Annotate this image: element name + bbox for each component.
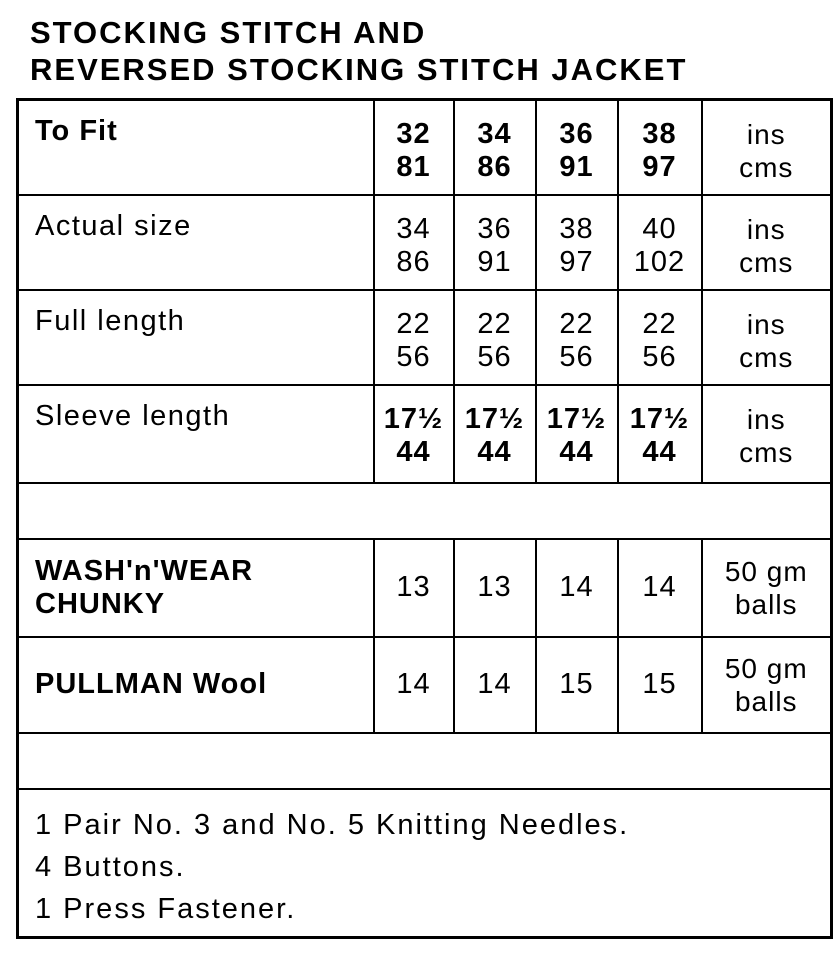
size-cell (454, 290, 536, 385)
value-cms: 56 (477, 340, 512, 373)
yarn-unit-line-2: balls (734, 588, 798, 620)
measurement-row (18, 290, 832, 385)
value-ins: 17½ (629, 402, 690, 435)
value-ins: 36 (477, 212, 512, 245)
value-cms: 102 (633, 245, 686, 278)
unit-cell (702, 100, 832, 195)
yarn-label (18, 637, 374, 733)
size-cell (374, 100, 454, 195)
value-ins: 38 (642, 118, 677, 150)
value-ins: 17½ (383, 402, 444, 435)
size-cell (374, 290, 454, 385)
unit-cms: cms (739, 341, 794, 373)
yarn-unit (702, 637, 832, 733)
size-cell (536, 195, 618, 290)
blank-cell (18, 733, 832, 789)
spacer-row (18, 733, 832, 789)
size-cell (536, 290, 618, 385)
value-cms: 44 (559, 435, 594, 468)
unit-cell (702, 385, 832, 483)
value-ins: 22 (396, 307, 431, 340)
measurement-row (18, 100, 832, 195)
value-cms: 86 (477, 151, 512, 183)
value-ins: 22 (477, 307, 512, 340)
ball-count: 13 (374, 539, 454, 637)
value-cms: 44 (477, 435, 512, 468)
requirement-item: 4 Buttons. (35, 850, 186, 883)
blank-cell (18, 483, 832, 539)
unit-ins: ins (746, 403, 786, 435)
value-cms: 56 (396, 340, 431, 373)
measurement-label: Actual size (18, 195, 374, 290)
unit-ins: ins (746, 213, 786, 245)
value-cms: 97 (642, 151, 677, 183)
requirements-cell (18, 789, 832, 938)
value-cms: 91 (477, 245, 512, 278)
yarn-unit-line-1: 50 gm (724, 652, 808, 684)
ball-count: 13 (454, 539, 536, 637)
measurement-label: Full length (18, 290, 374, 385)
value-ins: 40 (642, 212, 677, 245)
value-ins: 17½ (546, 402, 607, 435)
value-ins: 32 (396, 118, 431, 150)
size-cell (454, 195, 536, 290)
value-ins: 36 (559, 118, 594, 150)
value-cms: 44 (642, 435, 677, 468)
unit-cell (702, 195, 832, 290)
value-ins: 38 (559, 212, 594, 245)
yarn-unit-line-2: balls (734, 685, 798, 717)
spacer-row (18, 483, 832, 539)
yarn-row (18, 539, 832, 637)
yarn-unit (702, 539, 832, 637)
value-cms: 44 (396, 435, 431, 468)
size-cell (374, 385, 454, 483)
size-cell (454, 385, 536, 483)
unit-cms: cms (739, 152, 794, 183)
ball-count: 14 (536, 539, 618, 637)
size-cell (618, 195, 702, 290)
size-cell (536, 385, 618, 483)
page-title (30, 14, 820, 88)
ball-count: 15 (536, 637, 618, 733)
title-line-2: REVERSED STOCKING STITCH JACKET (30, 52, 688, 87)
ball-count: 15 (618, 637, 702, 733)
requirements-row (18, 789, 832, 938)
unit-ins: ins (746, 119, 786, 150)
size-cell (536, 100, 618, 195)
unit-cms: cms (739, 246, 794, 278)
size-table (16, 98, 833, 939)
unit-ins: ins (746, 308, 786, 340)
measurement-row (18, 195, 832, 290)
requirement-item: 1 Press Fastener. (35, 892, 297, 925)
ball-count: 14 (454, 637, 536, 733)
value-ins: 22 (559, 307, 594, 340)
value-cms: 56 (559, 340, 594, 373)
measurement-label: To Fit (18, 100, 374, 195)
size-cell (618, 290, 702, 385)
value-ins: 34 (396, 212, 431, 245)
ball-count: 14 (374, 637, 454, 733)
yarn-label-line-2: CHUNKY (35, 587, 166, 620)
value-cms: 56 (642, 340, 677, 373)
unit-cms: cms (739, 436, 794, 468)
value-ins: 34 (477, 118, 512, 150)
yarn-label-line-1: WASH'n'WEAR (35, 554, 254, 587)
yarn-label (18, 539, 374, 637)
unit-cell (702, 290, 832, 385)
yarn-unit-line-1: 50 gm (724, 555, 808, 587)
value-ins: 22 (642, 307, 677, 340)
size-cell (618, 385, 702, 483)
requirement-item: 1 Pair No. 3 and No. 5 Knitting Needles. (35, 808, 630, 841)
size-cell (374, 195, 454, 290)
yarn-label-line-1: PULLMAN Wool (35, 668, 268, 700)
title-line-1: STOCKING STITCH AND (30, 15, 427, 50)
size-cell (454, 100, 536, 195)
value-cms: 86 (396, 245, 431, 278)
size-cell (618, 100, 702, 195)
value-cms: 91 (559, 151, 594, 183)
value-cms: 97 (559, 245, 594, 278)
ball-count: 14 (618, 539, 702, 637)
measurement-row (18, 385, 832, 483)
measurement-label: Sleeve length (18, 385, 374, 483)
yarn-row (18, 637, 832, 733)
value-ins: 17½ (464, 402, 525, 435)
value-cms: 81 (396, 151, 431, 183)
